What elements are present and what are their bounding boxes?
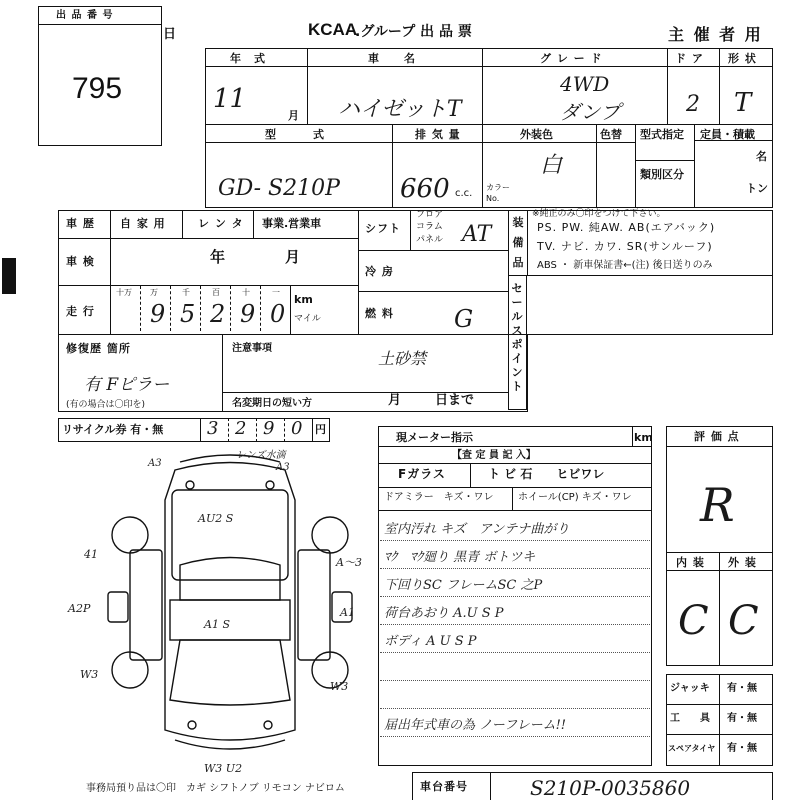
history-label: 車 歴 — [66, 217, 95, 230]
left-mirror — [108, 592, 128, 622]
diagram-note: W3 U2 — [204, 762, 243, 775]
equipment-note: ※純正のみ〇印をつけて下さい。 — [532, 209, 666, 219]
km-label: km — [294, 293, 313, 306]
recycle-label: リサイクル券 有・無 — [62, 423, 164, 436]
inspection-year: 年 — [210, 248, 227, 266]
car-body-outline — [165, 463, 295, 741]
spare-label: スペアタイヤ — [668, 744, 716, 753]
diagram-note: A1 — [340, 606, 355, 619]
name-label: 車 名 — [368, 52, 416, 65]
shift-floor[interactable]: フロア — [416, 210, 444, 220]
remark-line: 荷台あおり A.U S P — [384, 606, 504, 621]
recycle-digit: 2 — [235, 418, 247, 439]
color-change-label: 色替 — [600, 128, 622, 141]
mileage-digit: 9 — [240, 300, 256, 328]
notes-label: 注意事項 — [232, 343, 272, 354]
mileage-digit: 5 — [180, 300, 196, 328]
shift-value: AT — [462, 222, 492, 247]
interior-label: 内 装 — [676, 556, 705, 569]
repair-label: 修復歴 箇所 — [66, 342, 131, 355]
recycle-digit: 0 — [291, 418, 303, 439]
exterior-label: 外 装 — [728, 556, 757, 569]
repair-hint: (有の場合は〇印を) — [66, 400, 146, 410]
diagram-note: 41 — [84, 548, 98, 561]
repair-value: 有 Fピラー — [84, 375, 170, 395]
tools-label: 工 具 — [670, 713, 710, 724]
meter-unit: km — [634, 431, 653, 444]
recycle-digit: 3 — [207, 418, 219, 439]
diagram-note: A1 S — [204, 618, 230, 631]
equipment-label: 装 備 品 — [512, 216, 524, 269]
mile-label: マイル — [294, 314, 321, 324]
shift-panel[interactable]: パネル — [416, 235, 444, 245]
diagram-note: A3 — [276, 462, 290, 473]
fglass-label: Fガラス — [398, 467, 446, 481]
mileage-digit-label: 十万 — [116, 288, 132, 297]
color-no-label: カラー No. — [486, 183, 510, 203]
mirror-label[interactable]: ドアミラー キズ・ワレ — [384, 492, 494, 503]
remark-line: ﾏｸ ﾏｸ廻り 黒青 ボトツキ — [384, 550, 536, 565]
category-label: 類別区分 — [640, 168, 684, 181]
grade-value-2: ダンプ — [560, 100, 621, 124]
month-unit: 月 — [288, 109, 299, 122]
fuel-value: G — [454, 305, 474, 333]
diagram-note: A3 — [148, 458, 162, 469]
shift-column[interactable]: コラム — [416, 222, 443, 232]
mileage-label: 走 行 — [66, 305, 95, 318]
jack-yes-no[interactable]: 有・無 — [727, 683, 757, 694]
front-bumper — [175, 740, 285, 749]
name-value: ハイゼットT — [338, 97, 462, 122]
mileage-digit-label: 一 — [272, 288, 280, 297]
diagram-note: W3 — [80, 668, 99, 681]
displacement-label: 排 気 量 — [415, 128, 461, 141]
remark-line: 下回りSC フレームSC 之P — [384, 578, 543, 593]
chassis-label: 車台番号 — [420, 780, 468, 793]
right-side-panel — [298, 550, 330, 660]
meter-label: 現メーター指示 — [396, 431, 473, 444]
wheel-label[interactable]: ホイール(CP) キズ・ワレ — [518, 492, 632, 503]
car-hood — [170, 600, 290, 640]
shape-value: T — [734, 88, 752, 118]
left-side-panel — [130, 550, 162, 660]
doors-label: ド ア — [675, 52, 704, 65]
car-roof — [172, 490, 288, 580]
grade-label: グ レ ー ド — [540, 52, 603, 65]
spare-yes-no[interactable]: 有・無 — [727, 743, 757, 754]
inspection-label: 車 検 — [66, 255, 95, 268]
diagram-note: A2P — [68, 602, 91, 615]
mileage-digit-label: 百 — [212, 288, 220, 297]
mileage-grid — [110, 286, 290, 331]
sheet-title: .グループ 出 品 票 — [355, 24, 472, 40]
mileage-digit-label: 十 — [242, 288, 250, 297]
lot-number: 795 — [72, 72, 123, 105]
recycle-unit: 円 — [315, 423, 326, 436]
doors-value: 2 — [686, 92, 700, 117]
grade-value: R — [700, 478, 735, 532]
car-diagram — [80, 440, 380, 780]
inspection-month: 月 — [285, 248, 302, 266]
sales-point-label: セールスポイント — [511, 282, 523, 393]
interior-value: C — [678, 598, 709, 644]
capacity-unit-2: トン — [746, 182, 768, 195]
copy-label: 主 催 者 用 — [668, 25, 763, 44]
history-private[interactable]: 自 家 用 — [120, 217, 166, 230]
lot-label: 出 品 番 号 — [56, 10, 114, 21]
car-front — [170, 640, 290, 705]
mileage-digit-label: 千 — [182, 288, 190, 297]
equipment-line-2[interactable]: TV. ナビ. カワ. SR(サンルーフ) — [537, 240, 713, 253]
recycle-digit: 9 — [263, 418, 275, 439]
day-mark: 日 — [163, 27, 178, 42]
fglass-options[interactable]: ト ビ 石 ヒビワレ — [488, 467, 605, 481]
fuel-label: 燃 料 — [365, 307, 394, 320]
car-windshield — [180, 558, 280, 601]
grade-label: 評 価 点 — [694, 430, 740, 443]
diagram-note: A〜3 — [336, 556, 362, 569]
diagram-note: W3 — [330, 680, 349, 693]
diagram-note: AU2 S — [198, 512, 234, 525]
reg-day: 日まで — [435, 393, 475, 408]
capacity-unit-1: 名 — [756, 150, 768, 163]
grade-value-1: 4WD — [560, 72, 610, 96]
remark-line: 室内汚れ キズ アンテナ曲がり — [384, 522, 570, 537]
office-note: 事務局預り品は〇印 カギ シフトノブ リモコン ナビロム — [86, 783, 345, 794]
mileage-digit: 9 — [150, 300, 166, 328]
brand-logo: KCAA — [308, 20, 358, 39]
jack-label: ジャッキ — [670, 683, 710, 694]
wheel-left-rear — [112, 517, 148, 553]
remark-line: 届出年式車の為 ノーフレーム!! — [384, 718, 567, 733]
reg-label: 名変期日の短い方 — [232, 398, 312, 409]
history-rental[interactable]: レ ン タ — [198, 217, 244, 230]
equipment-line-3[interactable]: ABS ・ 新車保証書←(注) 後日送りのみ — [537, 260, 713, 271]
mileage-digit: 2 — [210, 300, 226, 328]
diagram-note: レンズ水滴 — [236, 450, 286, 461]
chassis-value: S210P-0035860 — [530, 776, 691, 800]
capacity-label: 定員・積載 — [700, 128, 755, 141]
equipment-line-1[interactable]: PS. PW. 純AW. AB(エアバック) — [537, 221, 716, 234]
binder-mark — [2, 258, 16, 294]
ac-label: 冷 房 — [365, 265, 394, 278]
type-spec-label: 型式指定 — [640, 128, 684, 141]
color-value: 白 — [540, 153, 563, 178]
wheel-right-rear — [312, 517, 348, 553]
tools-yes-no[interactable]: 有・無 — [727, 713, 757, 724]
model-value: GD- S210P — [218, 176, 340, 201]
displacement-value: 660 — [400, 174, 450, 204]
year-value: 11 — [213, 84, 247, 114]
mileage-digit-label: 万 — [150, 288, 158, 297]
history-business[interactable]: 事業.営業車 — [262, 217, 322, 230]
shape-label: 形 状 — [728, 52, 757, 65]
displacement-unit: c.c. — [455, 188, 473, 199]
notes-value: 土砂禁 — [378, 349, 427, 368]
year-label: 年 式 — [230, 52, 266, 65]
shift-label: シフト — [365, 222, 401, 235]
inspector-label: 【査 定 員 記 入】 — [452, 450, 536, 461]
remark-line: ボディ A U S P — [384, 634, 477, 649]
exterior-value: C — [728, 598, 759, 644]
reg-month: 月 — [388, 393, 403, 408]
color-label: 外装色 — [520, 128, 553, 141]
model-label: 型 式 — [265, 128, 325, 141]
mileage-digit: 0 — [270, 300, 286, 328]
